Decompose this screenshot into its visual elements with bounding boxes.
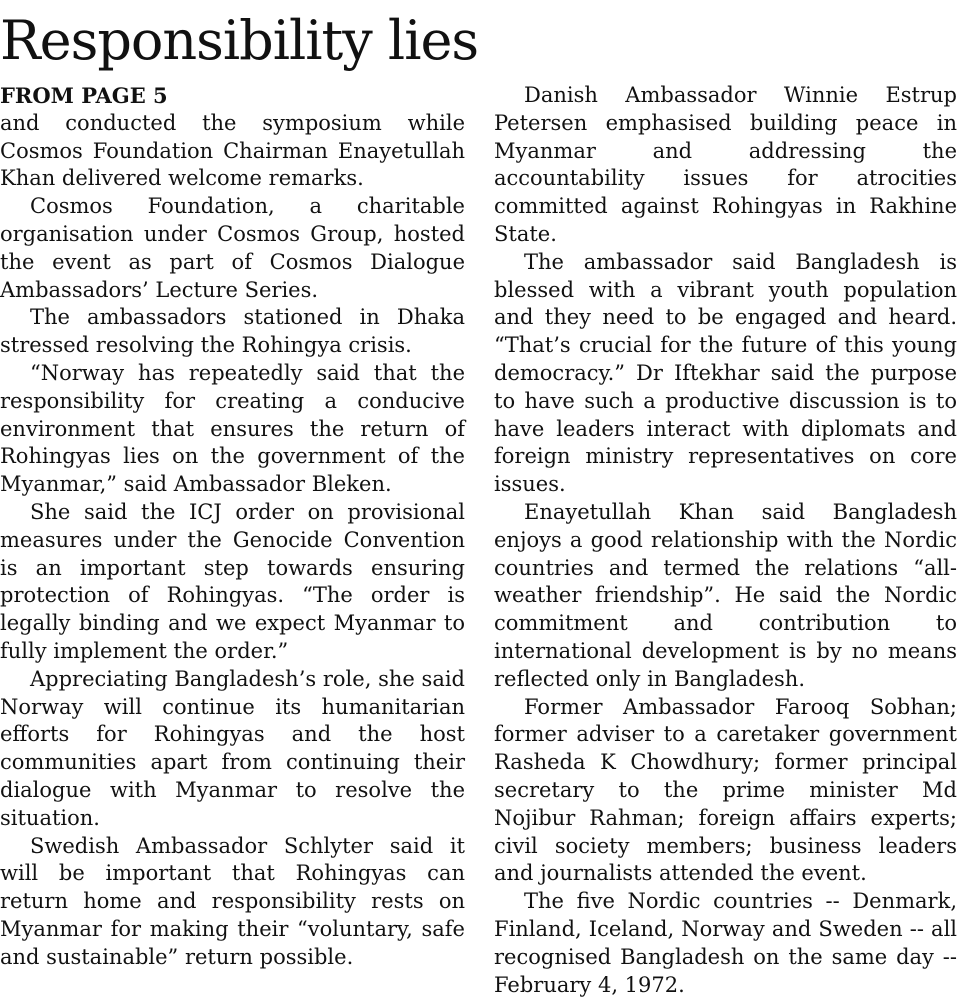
paragraph: Cosmos Foundation, a charitable organisation under Cosmos Group, hosted the event as part of Cosmos Dialogue Ambassadors’ Lecture Series. xyxy=(0,194,465,302)
paragraph: The ambassador said Bangladesh is blessed with a vibrant youth population and they need to be engaged and heard. “That’s crucial for the future of this young democracy.” Dr Iftekhar said the purpose to have such a productive discussion is to have leaders interact with diplomats and foreign ministry representatives on core issues. xyxy=(494,249,957,497)
paragraph: Appreciating Bangladesh’s role, she said Norway will continue its humanitarian efforts for Rohingyas and the host communities apart from continuing their dialogue with Myanmar to resolve the situation. xyxy=(0,666,465,830)
paragraph: The five Nordic countries -- Denmark, Finland, Iceland, Norway and Sweden -- all recognised Bangladesh on the same day -- February 4, 1972. xyxy=(494,889,957,997)
paragraph: Former Ambassador Farooq Sobhan; former adviser to a caretaker government Rasheda K Chowdhury; former principal secretary to the prime minister Md Nojibur Rahman; foreign affairs experts; civil society members; business leaders and journalists attended the event. xyxy=(494,694,957,886)
headline: Responsibility lies xyxy=(0,9,479,72)
paragraph: Swedish Ambassador Schlyter said it will be important that Rohingyas can return home and responsibility rests on Myanmar for making their “voluntary, safe and sustainable” return possible. xyxy=(0,833,465,969)
paragraph: and conducted the symposium while Cosmos Foundation Chairman Enayetullah Khan delivered welcome remarks. xyxy=(0,110,465,191)
article-column-left xyxy=(0,82,465,972)
article-column-right xyxy=(494,82,957,999)
paragraph: The ambassadors stationed in Dhaka stressed resolving the Rohingya crisis. xyxy=(0,305,465,358)
jump-line: FROM PAGE 5 xyxy=(0,83,168,108)
paragraph: Enayetullah Khan said Bangladesh enjoys a good relationship with the Nordic countries and termed the relations “all-weather friendship”. He said the Nordic commitment and contribution to international development is by no means reflected only in Bangladesh. xyxy=(494,499,957,691)
paragraph: “Norway has repeatedly said that the responsibility for creating a conducive environment that ensures the return of Rohingyas lies on the government of the Myanmar,” said Ambassador Bleken. xyxy=(0,360,465,497)
paragraph: Danish Ambassador Winnie Estrup Petersen emphasised building peace in Myanmar and addressing the accountability issues for atrocities committed against Rohingyas in Rakhine State. xyxy=(494,83,957,246)
paragraph: She said the ICJ order on provisional measures under the Genocide Convention is an important step towards ensuring protection of Rohingyas. “The order is legally binding and we expect Myanmar to fully implement the order.” xyxy=(0,499,465,663)
